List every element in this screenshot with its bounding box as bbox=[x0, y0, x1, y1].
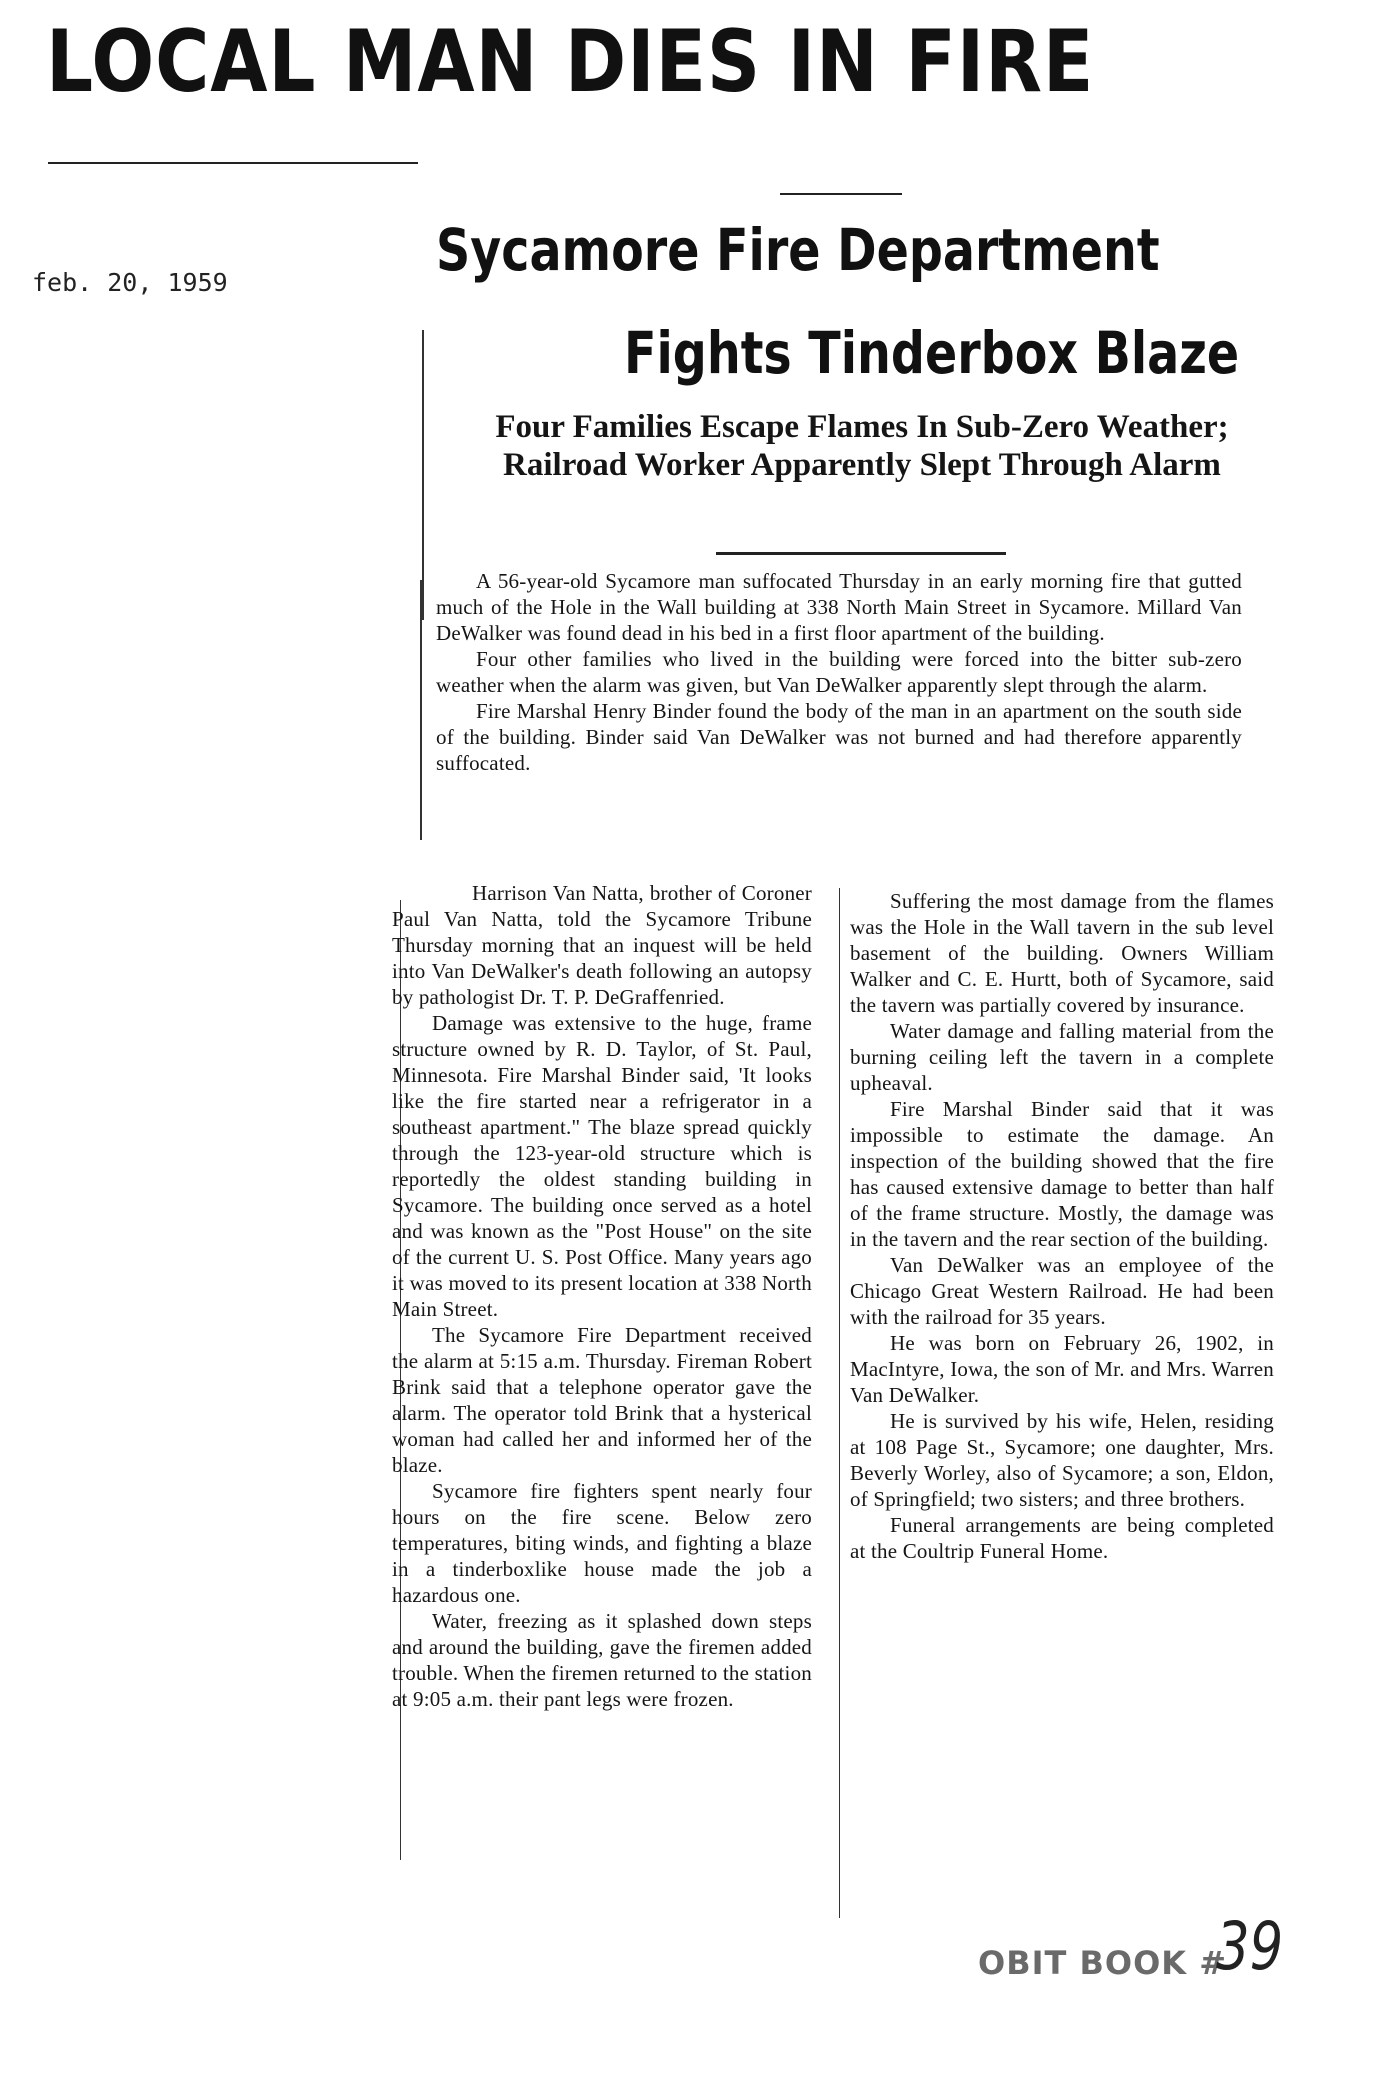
lead-paragraph: Fire Marshal Henry Binder found the body of the man in an apartment on the south side of the building. Binder said Van DeWalker was not burned and had therefore apparently suffocated. bbox=[436, 699, 1242, 775]
subhead-rule bbox=[716, 552, 1006, 555]
column-paragraph: Water damage and falling material from the burning ceiling left the tavern in a complete upheaval. bbox=[850, 1019, 1274, 1095]
column-paragraph: Sycamore fire fighters spent nearly four hours on the fire scene. Below zero temperatures, biting winds, and fighting a blaze in a tinderboxlike house made the job a hazardous one. bbox=[392, 1479, 812, 1607]
column-paragraph: The Sycamore Fire Department received the alarm at 5:15 a.m. Thursday. Fireman Robert Brink said that a telephone operator gave the alarm. The operator told Brink that a hysterical woman had called her and informed her of the blaze. bbox=[392, 1323, 812, 1477]
lead-paragraph: A 56-year-old Sycamore man suffocated Thursday in an early morning fire that gutted much of the Hole in the Wall building at 338 North Main Street in Sycamore. Millard Van DeWalker was found dead in his bed in a first floor apartment of the building. bbox=[436, 569, 1242, 645]
banner-headline: LOCAL MAN DIES IN FIRE bbox=[46, 12, 1095, 112]
handwritten-page-number: 39 bbox=[1216, 1908, 1284, 1985]
banner-underline bbox=[48, 162, 418, 164]
headline-top-rule bbox=[780, 193, 902, 195]
margin-mark-left bbox=[422, 330, 424, 620]
column-paragraph: Funeral arrangements are being completed at the Coultrip Funeral Home. bbox=[850, 1513, 1274, 1563]
margin-mark-lead bbox=[420, 580, 422, 840]
lead-paragraphs bbox=[436, 568, 1242, 776]
column-paragraph: Damage was extensive to the huge, frame structure owned by R. D. Taylor, of St. Paul, Minnesota. Fire Marshal Binder said, 'It looks like the fire started near a refrigerator in a southeast apartment." The blaze spread quickly through the 123-year-old structure which is reportedly the oldest standing building in Sycamore. The building once served as a hotel and was known as the "Post House" on the site of the current U. S. Post Office. Many years ago it was moved to its present location at 338 North Main Street. bbox=[392, 1011, 812, 1321]
column-paragraph: Harrison Van Natta, brother of Coroner Paul Van Natta, told the Sycamore Tribune Thursday morning that an inquest will be held into Van DeWalker's death following an autopsy by pathologist Dr. T. P. DeGraffenried. bbox=[392, 881, 812, 1009]
column-paragraph: Fire Marshal Binder said that it was impossible to estimate the damage. An inspection of the building showed that the fire has caused extensive damage to better than half of the frame structure. Mostly, the damage was in the tavern and the rear section of the building. bbox=[850, 1097, 1274, 1251]
subheadline: Four Families Escape Flames In Sub-Zero Weather; Railroad Worker Apparently Slept Through Alarm bbox=[495, 409, 1229, 483]
column-paragraph: He was born on February 26, 1902, in MacIntyre, Iowa, the son of Mr. and Mrs. Warren Van DeWalker. bbox=[850, 1331, 1274, 1407]
lead-paragraph: Four other families who lived in the building were forced into the bitter sub-zero weather when the alarm was given, but Van DeWalker apparently slept through the alarm. bbox=[436, 647, 1242, 697]
obit-book-stamp: OBIT BOOK # bbox=[978, 1944, 1228, 1982]
left-column bbox=[392, 880, 812, 1712]
headline-line-2: Fights Tinderbox Blaze bbox=[624, 319, 1240, 387]
column-paragraph: He is survived by his wife, Helen, residing at 108 Page St., Sycamore; one daughter, Mrs. Beverly Worley, also of Sycamore; a son, Eldon, of Springfield; two sisters; and three brothers. bbox=[850, 1409, 1274, 1511]
headline-line-1: Sycamore Fire Department bbox=[436, 216, 1160, 284]
column-paragraph: Suffering the most damage from the flames was the Hole in the Wall tavern in the sub level basement of the building. Owners William Walker and C. E. Hurtt, both of Sycamore, said the tavern was partially covered by insurance. bbox=[850, 889, 1274, 1017]
right-column bbox=[850, 888, 1274, 1564]
margin-mark-col-right bbox=[839, 888, 840, 1918]
clipping-date: feb. 20, 1959 bbox=[32, 268, 228, 297]
column-paragraph: Water, freezing as it splashed down steps and around the building, gave the firemen added trouble. When the firemen returned to the station at 9:05 a.m. their pant legs were frozen. bbox=[392, 1609, 812, 1711]
column-paragraph: Van DeWalker was an employee of the Chicago Great Western Railroad. He had been with the railroad for 35 years. bbox=[850, 1253, 1274, 1329]
